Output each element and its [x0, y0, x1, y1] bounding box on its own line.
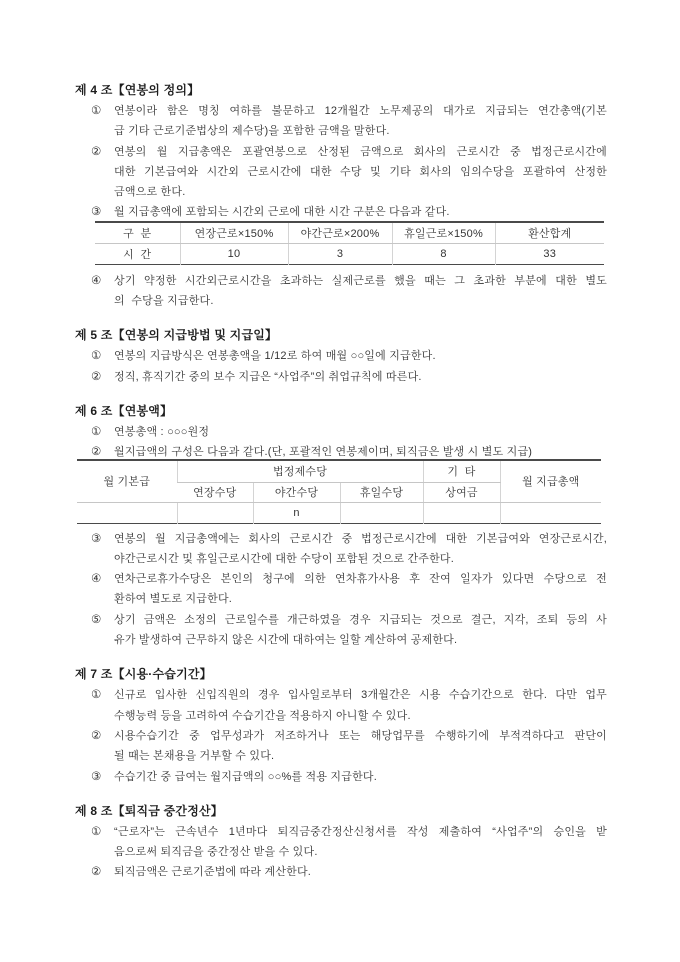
article-section: [75, 664, 607, 786]
table-cell: 10: [180, 243, 288, 264]
clause-number: ③: [91, 206, 102, 219]
clause-text-line: 정직, 휴직기간 중의 보수 지급은 “사업주”의 취업규칙에 따른다.: [114, 370, 422, 383]
clause-text: [114, 529, 607, 570]
clause-item: [75, 610, 607, 651]
clause-text: [114, 767, 607, 787]
clause-item: [75, 346, 607, 366]
clause-item: [75, 142, 607, 203]
clause-number: ③: [91, 770, 102, 783]
clause-item: [75, 767, 607, 787]
table-cell: 33: [495, 243, 604, 264]
table-header-row: [95, 222, 604, 244]
overtime-hours-table: [95, 221, 604, 265]
table-cell: 연장근로×150%: [180, 222, 288, 244]
clause-text-line: 음으로써 퇴직금을 중간정산 받을 수 있다.: [114, 846, 318, 859]
clause-text-line: 수습기간 중 급여는 월지급액의 ○○%를 적용 지급한다.: [114, 770, 377, 783]
article-section: [75, 801, 607, 883]
clause-text-line: 상기 약정한 시간외근로시간을 초과하는 실제근로를 했을 때는 그 초과한 부분에 대한 별도: [114, 274, 607, 287]
clause-item: [75, 101, 607, 142]
clause-number: ①: [91, 350, 102, 363]
clause-text-line: 월 지급총액에 포함되는 시간외 근로에 대한 시간 구분은 다음과 같다.: [114, 206, 450, 219]
article-title: 제 6 조【연봉액】: [75, 403, 173, 418]
table-cell: 구 분: [95, 222, 180, 244]
clause-text-line: 연봉의 월 지급총액은 포괄연봉으로 산정된 금액으로 회사의 근로시간 중 법정근로시간에: [114, 145, 607, 158]
clause-text-line: 연봉이라 함은 명칭 여하를 불문하고 12개월간 노무제공의 대가로 지급되는 연간총액(기본: [114, 105, 607, 117]
clause-number: ②: [91, 866, 102, 879]
clause-text-line: 유가 발생하여 근무하지 않은 시간에 대하여는 일할 계산하여 공제한다.: [114, 634, 458, 647]
table-cell: [340, 502, 423, 523]
clause-number: ③: [91, 532, 102, 545]
table-cell: 환산합계: [495, 222, 604, 244]
clause-text: [114, 142, 607, 203]
clause-text-line: 급 기타 근로기준법상의 제수당)을 포함한 금액을 말한다.: [114, 125, 390, 138]
table-cell: 8: [392, 243, 495, 264]
clause-text-line: “근로자”는 근속년수 1년마다 퇴직금중간정산신청서를 작성 제출하여 “사업주”의 승인을 받: [114, 825, 607, 838]
statutory-allowance-group-header: 법정제수당: [177, 460, 423, 483]
clause-text-line: 연차근로휴가수당은 본인의 청구에 의한 연차휴가사용 후 잔여 일자가 있다면 수당으로 전: [114, 573, 607, 586]
clause-text-line: 연봉의 지급방식은 연봉총액을 1/12로 하여 매월 ○○일에 지급한다.: [114, 350, 436, 363]
clause-text-line: 대한 기본급여와 시간외 근로시간에 대한 수당 및 기타 회사의 임의수당을 포괄하여 산정한: [114, 165, 607, 178]
article-body: [75, 822, 607, 883]
clause-text-line: 퇴직금액은 근로기준법에 따라 계산한다.: [114, 866, 312, 879]
clause-text: [114, 862, 607, 882]
clause-text: [114, 726, 607, 767]
clause-text-line: 야간근로시간 및 휴일근로시간에 대한 수당이 포함된 것으로 간주한다.: [114, 552, 455, 565]
clause-number: ⑤: [91, 613, 102, 626]
clause-item: [75, 726, 607, 767]
base-salary-header-cell: 월 기본급: [77, 460, 177, 503]
article-body: [75, 346, 607, 387]
clause-number: ①: [91, 825, 102, 838]
table-header-row: [77, 460, 601, 483]
clause-number: ①: [91, 105, 102, 117]
table-cell: 야간근로×200%: [288, 222, 392, 244]
clause-text: [114, 442, 607, 462]
article-title: 제 8 조【퇴직금 중간정산】: [75, 803, 224, 818]
clause-text: [114, 610, 607, 651]
clause-text: [114, 346, 607, 366]
clause-text: [114, 101, 607, 142]
clause-item: [75, 442, 607, 462]
table-cell: n: [253, 502, 340, 523]
clause-text-line: 상기 금액은 소정의 근로일수를 개근하였을 경우 지급되는 것으로 결근, 지각, 조퇴 등의 사: [114, 613, 607, 626]
clause-number: ①: [91, 425, 102, 438]
clause-number: ②: [91, 370, 102, 383]
etc-group-header: 기 타: [423, 460, 500, 483]
clause-item: [75, 822, 607, 863]
table-row: [95, 243, 604, 264]
table-cell: 야간수당: [253, 482, 340, 502]
clause-text: [114, 367, 607, 387]
monthly-total-header-cell: 월 지급총액: [500, 460, 601, 503]
clause-text: [114, 569, 607, 610]
document-content: [75, 80, 607, 883]
clause-text-line: 시용수습기간 중 업무성과가 저조하거나 또는 해당업무를 수행하기에 부적격하다고 판단이: [114, 729, 607, 742]
article-section: [75, 401, 607, 650]
article-title: 제 5 조【연봉의 지급방법 및 지급일】: [75, 328, 278, 343]
clause-number: ②: [91, 729, 102, 742]
clause-item: [75, 685, 607, 726]
clause-text-line: 수행능력 등을 고려하여 수습기간을 적용하지 아니할 수 있다.: [114, 709, 411, 722]
clause-text-line: 연봉의 월 지급총액에는 회사의 근로시간 중 법정근로시간에 대한 기본급여와 연장근로시간,: [114, 532, 607, 545]
clause-text: [114, 685, 607, 726]
table-cell: 연장수당: [177, 482, 253, 502]
clause-text: [114, 422, 607, 442]
table-cell: 상여금: [423, 482, 500, 502]
table-cell: [77, 502, 177, 523]
clause-item: [75, 422, 607, 442]
clause-item: [75, 862, 607, 882]
clause-text-line: 환하여 별도로 지급한다.: [114, 593, 233, 606]
clause-number: ①: [91, 689, 102, 702]
clause-number: ②: [91, 446, 102, 459]
clause-text-line: 신규로 입사한 신입직원의 경우 입사일로부터 3개월간은 시용 수습기간으로 한다. 다만 업무: [114, 689, 607, 702]
clause-item: [75, 202, 607, 222]
article-body: [75, 685, 607, 786]
article-body: [75, 422, 607, 650]
table-cell: 시 간: [123, 248, 152, 261]
article-section: [75, 325, 607, 387]
clause-item: [75, 529, 607, 570]
table-cell: 휴일근로×150%: [392, 222, 495, 244]
article-title: 제 4 조【연봉의 정의】: [75, 83, 200, 97]
clause-number: ④: [91, 573, 102, 586]
article-body: [75, 101, 607, 311]
article-section: [75, 80, 607, 311]
table-cell: [500, 502, 601, 523]
clause-item: [75, 569, 607, 610]
clause-text-line: 금액으로 한다.: [114, 186, 186, 199]
table-data-row: [77, 502, 601, 523]
salary-composition-table: [77, 459, 601, 524]
table-cell: 3: [288, 243, 392, 264]
clause-text: [114, 202, 607, 222]
clause-text-line: 월지급액의 구성은 다음과 같다.(단, 포괄적인 연봉제이며, 퇴직금은 발생 시 별도 지급): [114, 446, 533, 459]
table-cell: [177, 502, 253, 523]
clause-text: [114, 271, 607, 312]
clause-item: [75, 271, 607, 312]
article-title: 제 7 조【시용·수습기간】: [75, 667, 212, 682]
table-cell: 휴일수당: [340, 482, 423, 502]
clause-number: ④: [91, 274, 102, 287]
clause-text-line: 될 때는 본채용을 거부할 수 있다.: [114, 750, 275, 763]
clause-item: [75, 367, 607, 387]
table-cell: [423, 502, 500, 523]
clause-text-line: 의 수당을 지급한다.: [114, 295, 214, 308]
clause-text-line: 연봉총액 : ○○○원정: [114, 425, 210, 438]
clause-text: [114, 822, 607, 863]
clause-number: ②: [91, 145, 102, 158]
